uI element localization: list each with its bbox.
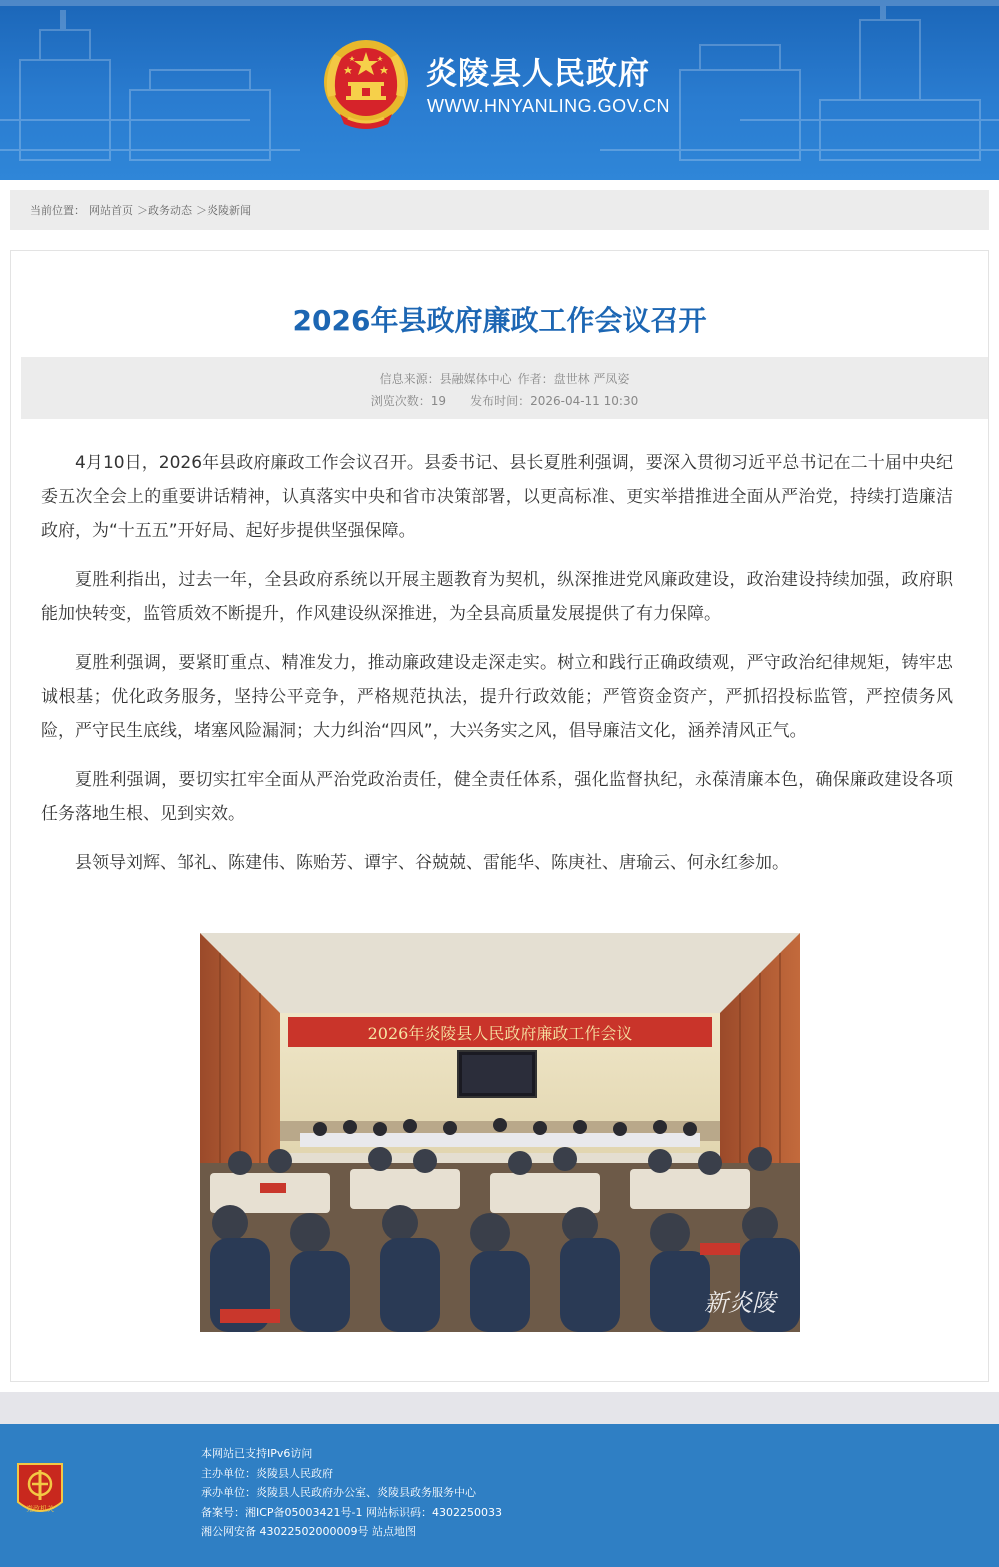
meeting-photo-illustration xyxy=(200,933,800,1332)
footer-ipv6: 本网站已支持IPv6访问 xyxy=(201,1447,313,1460)
footer-security-sitemap[interactable]: 湘公网安备 43022502000009号 站点地图 xyxy=(201,1525,416,1539)
author-label: 作者： xyxy=(517,372,554,386)
site-url[interactable]: WWW.HNYANLING.GOV.CN xyxy=(427,96,671,116)
breadcrumb xyxy=(10,190,989,230)
author-value: 盘世林 严凤姿 xyxy=(553,372,630,386)
site-footer xyxy=(0,1424,999,1567)
breadcrumb-home-link[interactable]: 网站首页 xyxy=(89,204,133,217)
source-value: 县融媒体中心 xyxy=(439,372,512,386)
article-body xyxy=(41,446,953,895)
date-label: 发布时间： xyxy=(470,394,531,408)
breadcrumb-news-link[interactable]: ＞炎陵新闻 xyxy=(196,204,251,217)
views-value: 19 xyxy=(430,394,447,408)
national-emblem-icon xyxy=(318,36,414,132)
article-paragraph: 县领导刘辉、邹礼、陈建伟、陈贻芳、谭宇、谷兢兢、雷能华、陈庚社、唐瑜云、何永红参加。 xyxy=(75,853,789,873)
article-paragraph: 夏胜利强调，要切实扛牢全面从严治党政治责任，健全责任体系，强化监督执纪，永葆清廉本色，确保廉政建设各项任务落地生根、见到实效。 xyxy=(41,770,953,824)
article-container xyxy=(10,250,989,1382)
article-title: 2026年县政府廉政工作会议召开 xyxy=(292,304,707,337)
article-meta xyxy=(21,357,988,419)
badge-text: 党政机关 xyxy=(26,1505,54,1513)
footer-icp[interactable]: 备案号：湘ICP备05003421号-1 网站标识码：4302250033 xyxy=(201,1505,502,1519)
footer-separator xyxy=(0,1392,999,1424)
article-paragraph: 夏胜利指出，过去一年，全县政府系统以开展主题教育为契机，纵深推进党风廉政建设，政治建设持续加强，政府职能加快转变，监管质效不断提升，作风建设纵深推进，为全县高质量发展提供了有力保障。 xyxy=(41,570,953,624)
footer-organizer: 承办单位：炎陵县人民政府办公室、炎陵县政务服务中心 xyxy=(201,1486,476,1500)
breadcrumb-affairs-link[interactable]: ＞政务动态 xyxy=(137,204,192,217)
footer-info xyxy=(201,1444,502,1542)
site-title[interactable]: 炎陵县人民政府 xyxy=(426,56,650,92)
views-label: 浏览次数： xyxy=(370,394,431,408)
date-value: 2026-04-11 10:30 xyxy=(530,394,639,408)
article-paragraph: 夏胜利强调，要紧盯重点、精准发力，推动廉政建设走深走实。树立和践行正确政绩观，严守政治纪律规矩，铸牢忠诚根基；优化政务服务，坚持公平竞争，严格规范执法，提升行政效能；严管资金资产，严抓招投标监管，严控债务风险，严守民生底线，堵塞风险漏洞；大力纠治“四风”，大兴务实之风，倡导廉洁文化，涵养清风正气。 xyxy=(41,653,953,741)
photo-watermark: 新炎陵 xyxy=(704,1289,776,1317)
source-label: 信息来源： xyxy=(379,372,440,386)
party-government-badge-icon[interactable] xyxy=(14,1460,66,1522)
footer-sponsor: 主办单位：炎陵县人民政府 xyxy=(201,1466,333,1480)
photo-banner-text: 2026年炎陵县人民政府廉政工作会议 xyxy=(367,1024,633,1043)
site-header xyxy=(0,0,999,180)
article-paragraph: 4月10日，2026年县政府廉政工作会议召开。县委书记、县长夏胜利强调，要深入贯彻习近平总书记在二十届中央纪委五次全会上的重要讲话精神，认真落实中央和省市决策部署，以更高标准、更实举措推进全面从严治党，持续打造廉洁政府，为“十五五”开好局、起好步提供坚强保障。 xyxy=(41,453,953,541)
breadcrumb-prefix: 当前位置： xyxy=(30,204,85,217)
meeting-photo xyxy=(200,933,800,1332)
